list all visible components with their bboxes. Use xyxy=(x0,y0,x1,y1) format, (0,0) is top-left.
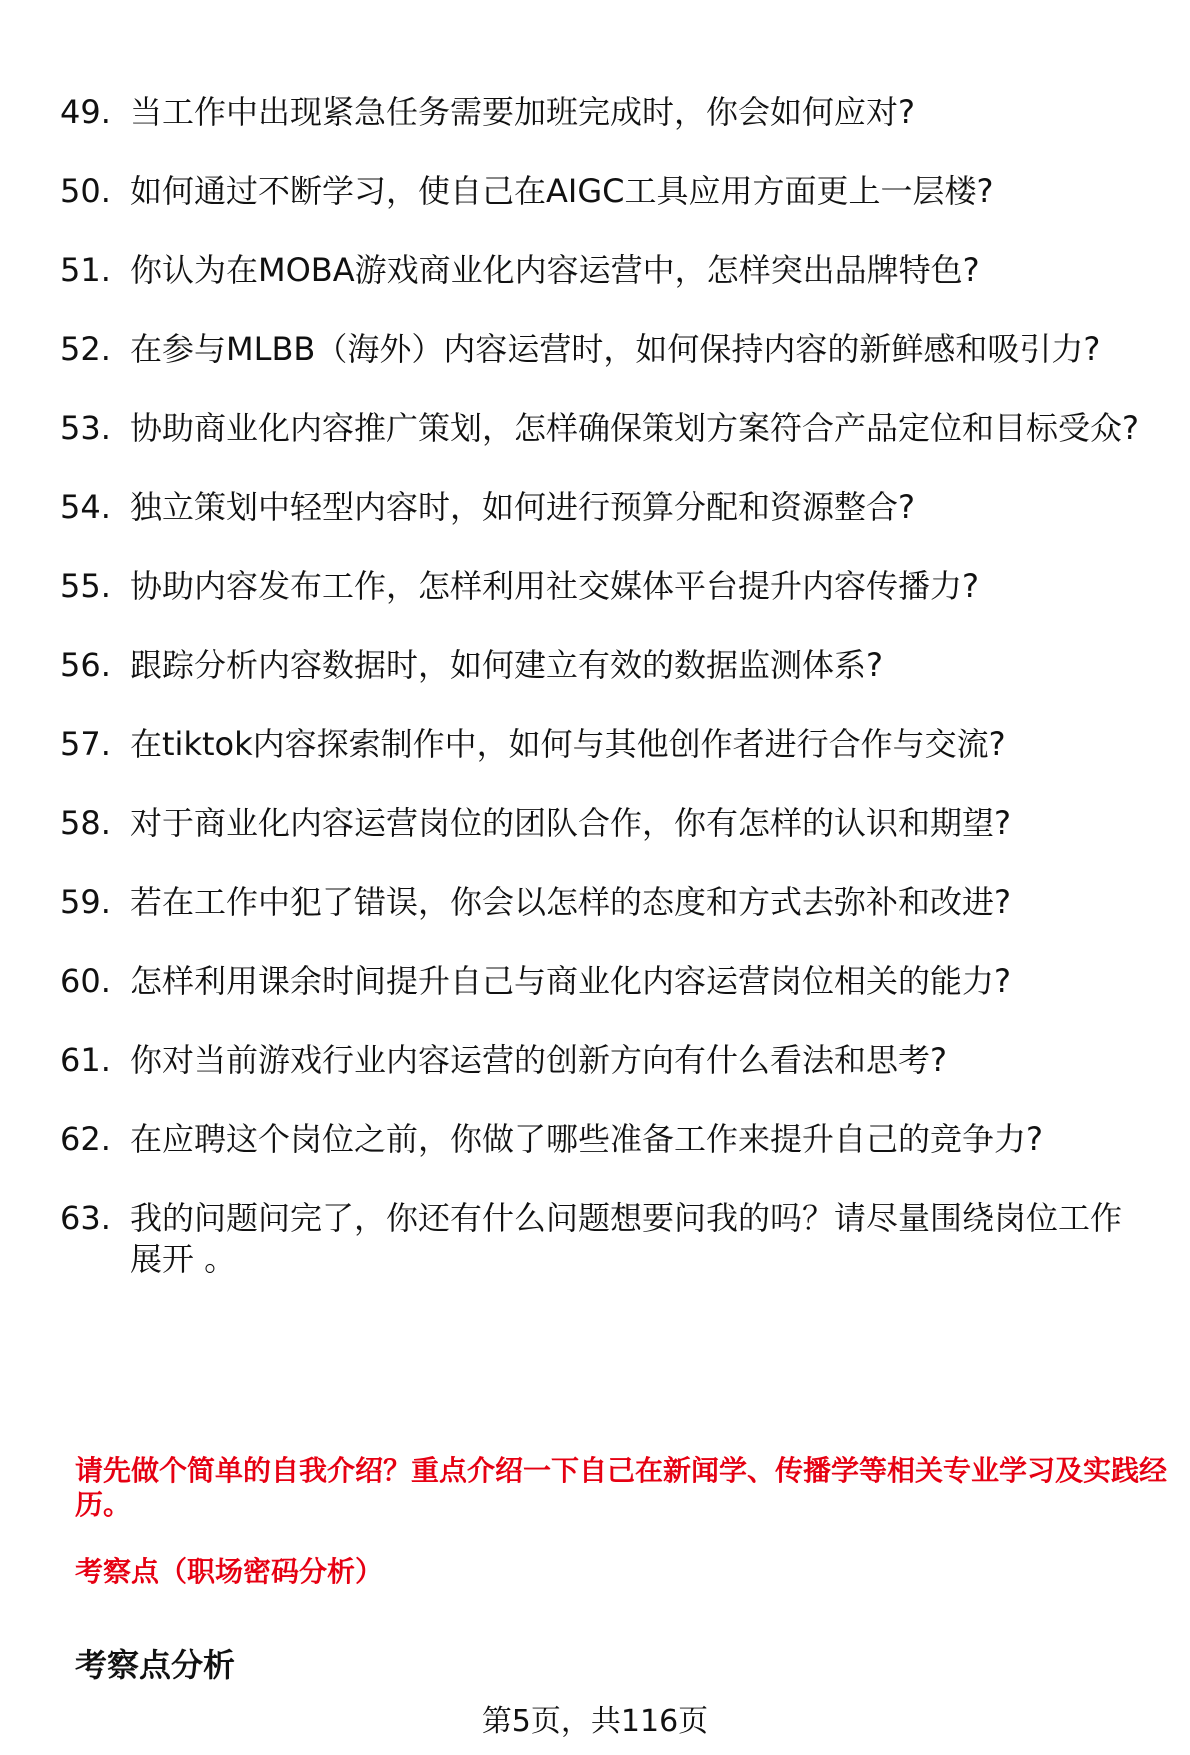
question-item xyxy=(0,724,1190,765)
question-item xyxy=(0,92,1190,133)
question-text: 当工作中出现紧急任务需要加班完成时，你会如何应对? xyxy=(130,93,915,131)
question-number: 51. xyxy=(60,251,111,289)
question-text: 协助内容发布工作，怎样利用社交媒体平台提升内容传播力? xyxy=(130,567,979,605)
question-text: 你对当前游戏行业内容运营的创新方向有什么看法和思考? xyxy=(130,1041,947,1079)
question-number: 50. xyxy=(60,172,111,210)
question-number: 63. xyxy=(60,1199,111,1237)
question-item xyxy=(0,1040,1190,1081)
question-item xyxy=(0,803,1190,844)
question-text: 我的问题问完了，你还有什么问题想要问我的吗？请尽量围绕岗位工作展开 。 xyxy=(130,1199,1123,1278)
page-footer: 第5页，共116页 xyxy=(481,1704,709,1739)
question-item xyxy=(0,961,1190,1002)
question-item xyxy=(0,408,1190,449)
question-number: 59. xyxy=(60,883,111,921)
question-item xyxy=(0,566,1190,607)
question-number: 60. xyxy=(60,962,111,1000)
question-text: 独立策划中轻型内容时，如何进行预算分配和资源整合? xyxy=(130,488,915,526)
question-text: 对于商业化内容运营岗位的团队合作，你有怎样的认识和期望? xyxy=(130,804,1011,842)
question-item xyxy=(0,487,1190,528)
question-number: 54. xyxy=(60,488,111,526)
question-item xyxy=(0,1198,1190,1280)
question-number: 52. xyxy=(60,330,111,368)
question-text: 跟踪分析内容数据时，如何建立有效的数据监测体系? xyxy=(130,646,883,684)
question-text: 怎样利用课余时间提升自己与商业化内容运营岗位相关的能力? xyxy=(130,962,1011,1000)
question-text: 你认为在MOBA游戏商业化内容运营中，怎样突出品牌特色? xyxy=(130,251,980,289)
question-text: 在参与MLBB（海外）内容运营时，如何保持内容的新鲜感和吸引力? xyxy=(130,330,1101,368)
question-text: 如何通过不断学习，使自己在AIGC工具应用方面更上一层楼? xyxy=(130,172,994,210)
question-item xyxy=(0,882,1190,923)
highlight-question: 请先做个简单的自我介绍？重点介绍一下自己在新闻学、传播学等相关专业学习及实践经历。 xyxy=(75,1454,1168,1521)
question-number: 62. xyxy=(60,1120,111,1158)
question-text: 在tiktok内容探索制作中，如何与其他创作者进行合作与交流? xyxy=(130,725,1006,763)
analysis-heading: 考察点分析 xyxy=(75,1646,236,1684)
question-number: 61. xyxy=(60,1041,111,1079)
question-number: 56. xyxy=(60,646,111,684)
question-text: 在应聘这个岗位之前，你做了哪些准备工作来提升自己的竞争力? xyxy=(130,1120,1043,1158)
question-item xyxy=(0,171,1190,212)
exam-point-label: 考察点（职场密码分析） xyxy=(75,1555,384,1588)
question-number: 53. xyxy=(60,409,111,447)
question-text: 若在工作中犯了错误，你会以怎样的态度和方式去弥补和改进? xyxy=(130,883,1011,921)
question-number: 49. xyxy=(60,93,111,131)
question-number: 55. xyxy=(60,567,111,605)
question-item xyxy=(0,250,1190,291)
question-list xyxy=(0,92,1190,1318)
question-number: 57. xyxy=(60,725,111,763)
question-text: 协助商业化内容推广策划，怎样确保策划方案符合产品定位和目标受众? xyxy=(130,409,1139,447)
question-item xyxy=(0,1119,1190,1160)
question-item xyxy=(0,329,1190,370)
question-item xyxy=(0,645,1190,686)
question-number: 58. xyxy=(60,804,111,842)
